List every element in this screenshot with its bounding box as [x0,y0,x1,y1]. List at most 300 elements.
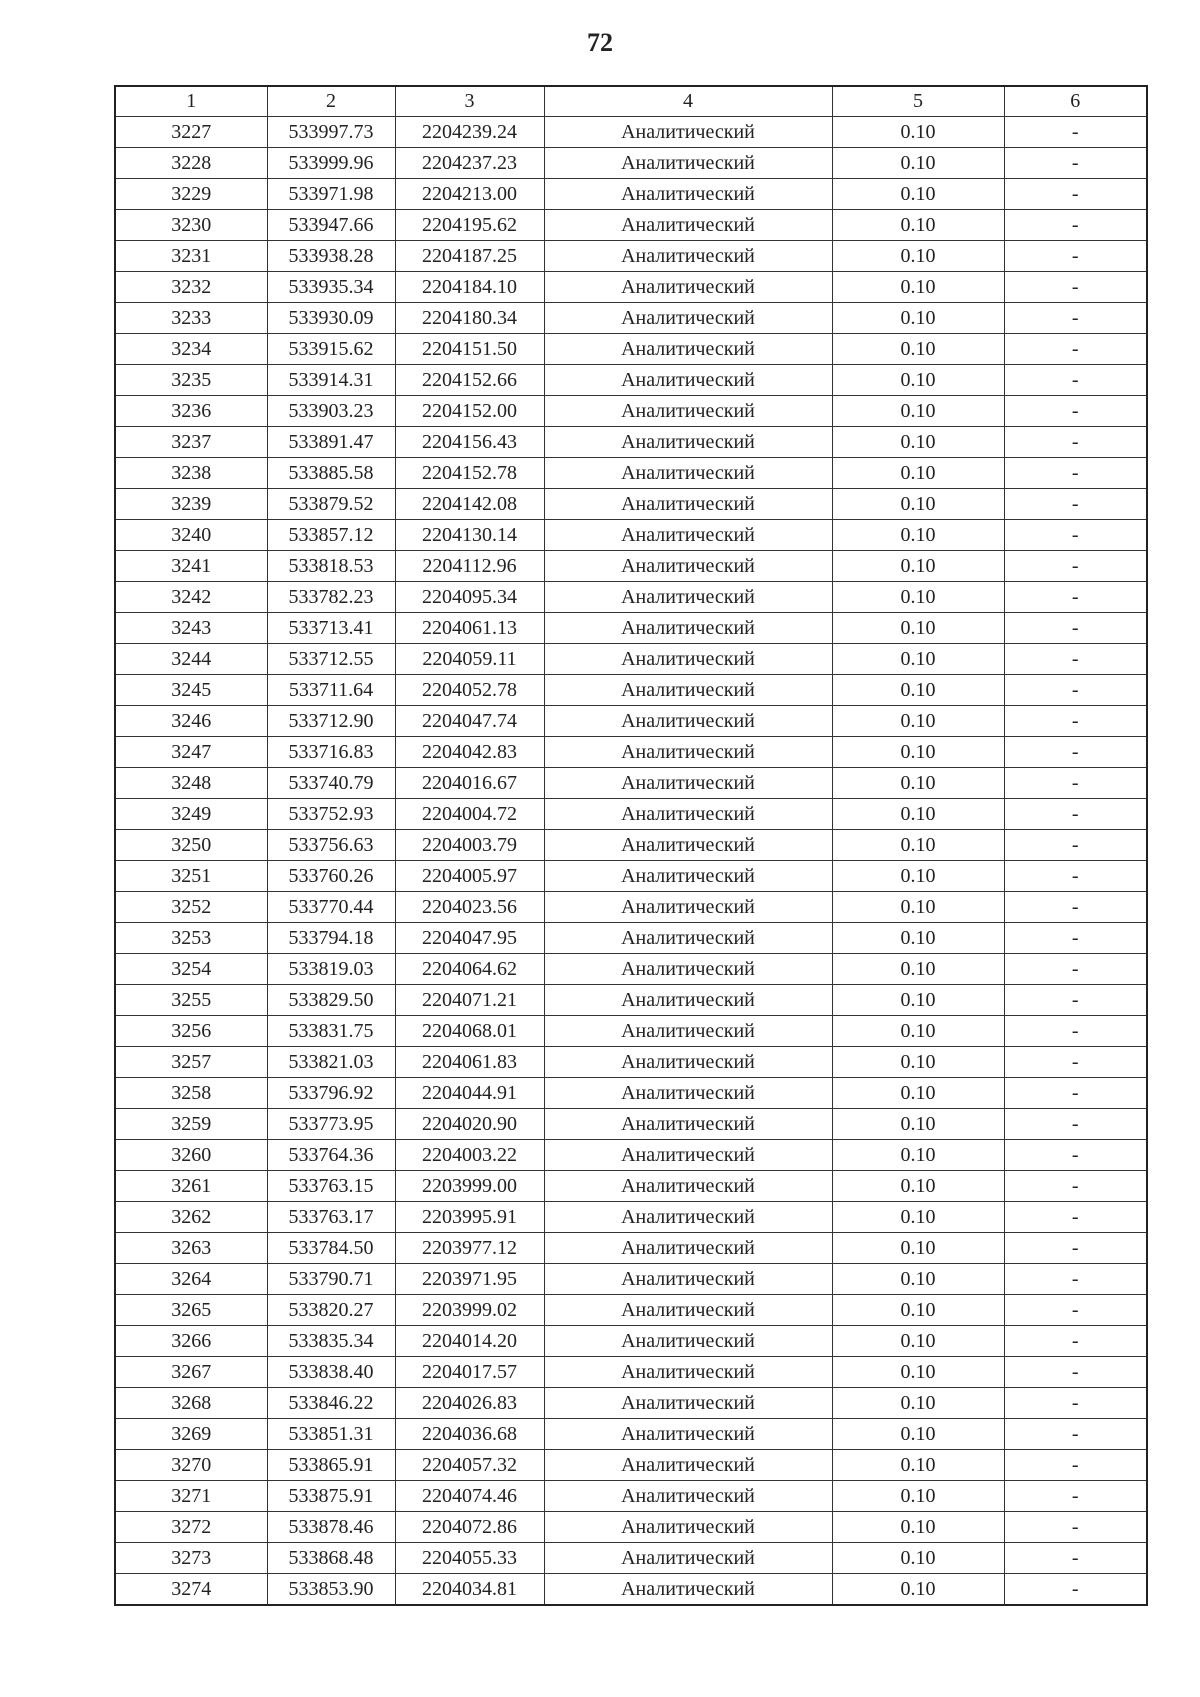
table-row [115,1419,1147,1450]
method-cell: Аналитический [544,427,832,458]
note-cell: - [1004,396,1147,427]
accuracy-cell: 0.10 [832,1078,1004,1109]
y-coordinate-cell: 2203971.95 [395,1264,544,1295]
accuracy-cell: 0.10 [832,1450,1004,1481]
x-coordinate-cell: 533752.93 [267,799,395,830]
accuracy-cell: 0.10 [832,1481,1004,1512]
method-cell: Аналитический [544,1481,832,1512]
note-cell: - [1004,303,1147,334]
accuracy-cell: 0.10 [832,241,1004,272]
table-row [115,1543,1147,1574]
accuracy-cell: 0.10 [832,489,1004,520]
point-number-cell: 3234 [115,334,267,365]
table-row [115,334,1147,365]
table-row [115,1450,1147,1481]
method-cell: Аналитический [544,1543,832,1574]
point-number-cell: 3243 [115,613,267,644]
table-row [115,706,1147,737]
note-cell: - [1004,272,1147,303]
note-cell: - [1004,1016,1147,1047]
x-coordinate-cell: 533712.55 [267,644,395,675]
note-cell: - [1004,1233,1147,1264]
x-coordinate-cell: 533831.75 [267,1016,395,1047]
accuracy-cell: 0.10 [832,1171,1004,1202]
table-row [115,117,1147,148]
method-cell: Аналитический [544,241,832,272]
table-row [115,272,1147,303]
point-number-cell: 3250 [115,830,267,861]
note-cell: - [1004,613,1147,644]
accuracy-cell: 0.10 [832,1140,1004,1171]
y-coordinate-cell: 2204072.86 [395,1512,544,1543]
accuracy-cell: 0.10 [832,1109,1004,1140]
x-coordinate-cell: 533865.91 [267,1450,395,1481]
note-cell: - [1004,1543,1147,1574]
method-cell: Аналитический [544,799,832,830]
x-coordinate-cell: 533712.90 [267,706,395,737]
point-number-cell: 3242 [115,582,267,613]
note-cell: - [1004,830,1147,861]
note-cell: - [1004,458,1147,489]
method-cell: Аналитический [544,396,832,427]
table-row [115,210,1147,241]
table-row [115,737,1147,768]
method-cell: Аналитический [544,675,832,706]
method-cell: Аналитический [544,1109,832,1140]
method-cell: Аналитический [544,1388,832,1419]
y-coordinate-cell: 2204055.33 [395,1543,544,1574]
x-coordinate-cell: 533857.12 [267,520,395,551]
method-cell: Аналитический [544,706,832,737]
note-cell: - [1004,1419,1147,1450]
y-coordinate-cell: 2204061.13 [395,613,544,644]
accuracy-cell: 0.10 [832,1264,1004,1295]
table-header-row [115,86,1147,117]
point-number-cell: 3254 [115,954,267,985]
note-cell: - [1004,923,1147,954]
y-coordinate-cell: 2204047.74 [395,706,544,737]
column-header: 5 [832,86,1004,117]
method-cell: Аналитический [544,272,832,303]
note-cell: - [1004,1140,1147,1171]
accuracy-cell: 0.10 [832,303,1004,334]
method-cell: Аналитический [544,551,832,582]
point-number-cell: 3270 [115,1450,267,1481]
y-coordinate-cell: 2204068.01 [395,1016,544,1047]
method-cell: Аналитический [544,1574,832,1606]
x-coordinate-cell: 533740.79 [267,768,395,799]
accuracy-cell: 0.10 [832,613,1004,644]
y-coordinate-cell: 2204059.11 [395,644,544,675]
note-cell: - [1004,1481,1147,1512]
accuracy-cell: 0.10 [832,1047,1004,1078]
column-header: 3 [395,86,544,117]
method-cell: Аналитический [544,1512,832,1543]
column-header: 1 [115,86,267,117]
method-cell: Аналитический [544,1264,832,1295]
table-row [115,1109,1147,1140]
accuracy-cell: 0.10 [832,148,1004,179]
method-cell: Аналитический [544,210,832,241]
note-cell: - [1004,117,1147,148]
note-cell: - [1004,1450,1147,1481]
y-coordinate-cell: 2204016.67 [395,768,544,799]
y-coordinate-cell: 2204152.78 [395,458,544,489]
method-cell: Аналитический [544,830,832,861]
accuracy-cell: 0.10 [832,334,1004,365]
x-coordinate-cell: 533819.03 [267,954,395,985]
x-coordinate-cell: 533773.95 [267,1109,395,1140]
y-coordinate-cell: 2204152.66 [395,365,544,396]
x-coordinate-cell: 533853.90 [267,1574,395,1606]
point-number-cell: 3238 [115,458,267,489]
note-cell: - [1004,520,1147,551]
y-coordinate-cell: 2204047.95 [395,923,544,954]
point-number-cell: 3267 [115,1357,267,1388]
x-coordinate-cell: 533820.27 [267,1295,395,1326]
accuracy-cell: 0.10 [832,117,1004,148]
point-number-cell: 3257 [115,1047,267,1078]
point-number-cell: 3245 [115,675,267,706]
note-cell: - [1004,1171,1147,1202]
point-number-cell: 3251 [115,861,267,892]
x-coordinate-cell: 533763.15 [267,1171,395,1202]
accuracy-cell: 0.10 [832,644,1004,675]
table-row [115,923,1147,954]
point-number-cell: 3260 [115,1140,267,1171]
table-body [115,117,1147,1606]
point-number-cell: 3244 [115,644,267,675]
note-cell: - [1004,1574,1147,1606]
accuracy-cell: 0.10 [832,458,1004,489]
y-coordinate-cell: 2204023.56 [395,892,544,923]
y-coordinate-cell: 2203995.91 [395,1202,544,1233]
method-cell: Аналитический [544,148,832,179]
note-cell: - [1004,861,1147,892]
y-coordinate-cell: 2204071.21 [395,985,544,1016]
note-cell: - [1004,985,1147,1016]
note-cell: - [1004,1357,1147,1388]
table-row [115,582,1147,613]
note-cell: - [1004,489,1147,520]
accuracy-cell: 0.10 [832,179,1004,210]
method-cell: Аналитический [544,303,832,334]
note-cell: - [1004,365,1147,396]
accuracy-cell: 0.10 [832,1295,1004,1326]
y-coordinate-cell: 2204017.57 [395,1357,544,1388]
accuracy-cell: 0.10 [832,210,1004,241]
method-cell: Аналитический [544,365,832,396]
table-row [115,954,1147,985]
y-coordinate-cell: 2203999.00 [395,1171,544,1202]
x-coordinate-cell: 533818.53 [267,551,395,582]
x-coordinate-cell: 533914.31 [267,365,395,396]
y-coordinate-cell: 2204152.00 [395,396,544,427]
point-number-cell: 3235 [115,365,267,396]
x-coordinate-cell: 533794.18 [267,923,395,954]
y-coordinate-cell: 2204014.20 [395,1326,544,1357]
table-row [115,675,1147,706]
note-cell: - [1004,582,1147,613]
y-coordinate-cell: 2204034.81 [395,1574,544,1606]
x-coordinate-cell: 533763.17 [267,1202,395,1233]
point-number-cell: 3249 [115,799,267,830]
accuracy-cell: 0.10 [832,272,1004,303]
table-row [115,1512,1147,1543]
point-number-cell: 3255 [115,985,267,1016]
accuracy-cell: 0.10 [832,985,1004,1016]
method-cell: Аналитический [544,1326,832,1357]
note-cell: - [1004,675,1147,706]
method-cell: Аналитический [544,1171,832,1202]
method-cell: Аналитический [544,117,832,148]
point-number-cell: 3261 [115,1171,267,1202]
method-cell: Аналитический [544,1450,832,1481]
accuracy-cell: 0.10 [832,427,1004,458]
y-coordinate-cell: 2204057.32 [395,1450,544,1481]
method-cell: Аналитический [544,1233,832,1264]
x-coordinate-cell: 533835.34 [267,1326,395,1357]
table-row [115,892,1147,923]
accuracy-cell: 0.10 [832,892,1004,923]
y-coordinate-cell: 2204003.22 [395,1140,544,1171]
x-coordinate-cell: 533846.22 [267,1388,395,1419]
point-number-cell: 3263 [115,1233,267,1264]
point-number-cell: 3256 [115,1016,267,1047]
x-coordinate-cell: 533997.73 [267,117,395,148]
accuracy-cell: 0.10 [832,768,1004,799]
y-coordinate-cell: 2204156.43 [395,427,544,458]
note-cell: - [1004,799,1147,830]
note-cell: - [1004,768,1147,799]
method-cell: Аналитический [544,1202,832,1233]
x-coordinate-cell: 533821.03 [267,1047,395,1078]
x-coordinate-cell: 533764.36 [267,1140,395,1171]
x-coordinate-cell: 533838.40 [267,1357,395,1388]
table-row [115,1202,1147,1233]
method-cell: Аналитический [544,923,832,954]
point-number-cell: 3239 [115,489,267,520]
method-cell: Аналитический [544,768,832,799]
note-cell: - [1004,1078,1147,1109]
x-coordinate-cell: 533851.31 [267,1419,395,1450]
y-coordinate-cell: 2204180.34 [395,303,544,334]
y-coordinate-cell: 2204003.79 [395,830,544,861]
point-number-cell: 3229 [115,179,267,210]
note-cell: - [1004,1264,1147,1295]
x-coordinate-cell: 533903.23 [267,396,395,427]
point-number-cell: 3230 [115,210,267,241]
table-row [115,1295,1147,1326]
note-cell: - [1004,148,1147,179]
accuracy-cell: 0.10 [832,365,1004,396]
point-number-cell: 3248 [115,768,267,799]
note-cell: - [1004,644,1147,675]
accuracy-cell: 0.10 [832,923,1004,954]
accuracy-cell: 0.10 [832,551,1004,582]
note-cell: - [1004,954,1147,985]
table-row [115,303,1147,334]
accuracy-cell: 0.10 [832,1574,1004,1606]
accuracy-cell: 0.10 [832,954,1004,985]
table-row [115,644,1147,675]
accuracy-cell: 0.10 [832,1202,1004,1233]
x-coordinate-cell: 533790.71 [267,1264,395,1295]
accuracy-cell: 0.10 [832,1233,1004,1264]
y-coordinate-cell: 2204042.83 [395,737,544,768]
table-row [115,1171,1147,1202]
y-coordinate-cell: 2204142.08 [395,489,544,520]
x-coordinate-cell: 533770.44 [267,892,395,923]
method-cell: Аналитический [544,458,832,489]
point-number-cell: 3252 [115,892,267,923]
x-coordinate-cell: 533999.96 [267,148,395,179]
accuracy-cell: 0.10 [832,1419,1004,1450]
note-cell: - [1004,241,1147,272]
note-cell: - [1004,1388,1147,1419]
x-coordinate-cell: 533878.46 [267,1512,395,1543]
note-cell: - [1004,1512,1147,1543]
point-number-cell: 3259 [115,1109,267,1140]
point-number-cell: 3228 [115,148,267,179]
table-row [115,551,1147,582]
table-row [115,179,1147,210]
note-cell: - [1004,1109,1147,1140]
note-cell: - [1004,334,1147,365]
y-coordinate-cell: 2204095.34 [395,582,544,613]
point-number-cell: 3232 [115,272,267,303]
point-number-cell: 3271 [115,1481,267,1512]
accuracy-cell: 0.10 [832,1512,1004,1543]
point-number-cell: 3227 [115,117,267,148]
y-coordinate-cell: 2204044.91 [395,1078,544,1109]
y-coordinate-cell: 2204064.62 [395,954,544,985]
page-number: 72 [587,28,613,57]
accuracy-cell: 0.10 [832,675,1004,706]
x-coordinate-cell: 533796.92 [267,1078,395,1109]
note-cell: - [1004,551,1147,582]
y-coordinate-cell: 2204130.14 [395,520,544,551]
y-coordinate-cell: 2203999.02 [395,1295,544,1326]
accuracy-cell: 0.10 [832,799,1004,830]
method-cell: Аналитический [544,1419,832,1450]
y-coordinate-cell: 2204061.83 [395,1047,544,1078]
method-cell: Аналитический [544,861,832,892]
note-cell: - [1004,1326,1147,1357]
x-coordinate-cell: 533885.58 [267,458,395,489]
table-row [115,985,1147,1016]
method-cell: Аналитический [544,520,832,551]
table-row [115,1481,1147,1512]
x-coordinate-cell: 533711.64 [267,675,395,706]
table-row [115,1388,1147,1419]
point-number-cell: 3264 [115,1264,267,1295]
x-coordinate-cell: 533935.34 [267,272,395,303]
accuracy-cell: 0.10 [832,582,1004,613]
point-number-cell: 3265 [115,1295,267,1326]
x-coordinate-cell: 533930.09 [267,303,395,334]
point-number-cell: 3266 [115,1326,267,1357]
x-coordinate-cell: 533875.91 [267,1481,395,1512]
note-cell: - [1004,210,1147,241]
note-cell: - [1004,427,1147,458]
table-row [115,458,1147,489]
note-cell: - [1004,179,1147,210]
table-row [115,799,1147,830]
table-row [115,830,1147,861]
y-coordinate-cell: 2204239.24 [395,117,544,148]
x-coordinate-cell: 533915.62 [267,334,395,365]
table-row [115,520,1147,551]
accuracy-cell: 0.10 [832,737,1004,768]
note-cell: - [1004,1202,1147,1233]
point-number-cell: 3231 [115,241,267,272]
x-coordinate-cell: 533782.23 [267,582,395,613]
point-number-cell: 3237 [115,427,267,458]
y-coordinate-cell: 2204005.97 [395,861,544,892]
accuracy-cell: 0.10 [832,1543,1004,1574]
point-number-cell: 3246 [115,706,267,737]
point-number-cell: 3262 [115,1202,267,1233]
accuracy-cell: 0.10 [832,396,1004,427]
table-row [115,1574,1147,1606]
x-coordinate-cell: 533891.47 [267,427,395,458]
y-coordinate-cell: 2204004.72 [395,799,544,830]
table-row [115,1264,1147,1295]
method-cell: Аналитический [544,582,832,613]
method-cell: Аналитический [544,985,832,1016]
x-coordinate-cell: 533879.52 [267,489,395,520]
method-cell: Аналитический [544,334,832,365]
x-coordinate-cell: 533868.48 [267,1543,395,1574]
method-cell: Аналитический [544,489,832,520]
x-coordinate-cell: 533713.41 [267,613,395,644]
point-number-cell: 3233 [115,303,267,334]
table-row [115,427,1147,458]
method-cell: Аналитический [544,1295,832,1326]
method-cell: Аналитический [544,613,832,644]
point-number-cell: 3268 [115,1388,267,1419]
x-coordinate-cell: 533971.98 [267,179,395,210]
point-number-cell: 3247 [115,737,267,768]
coordinates-table [114,85,1148,1606]
method-cell: Аналитический [544,644,832,675]
table-row [115,861,1147,892]
table-row [115,148,1147,179]
accuracy-cell: 0.10 [832,1388,1004,1419]
method-cell: Аналитический [544,1140,832,1171]
accuracy-cell: 0.10 [832,520,1004,551]
table-row [115,768,1147,799]
x-coordinate-cell: 533760.26 [267,861,395,892]
method-cell: Аналитический [544,1016,832,1047]
point-number-cell: 3236 [115,396,267,427]
y-coordinate-cell: 2204151.50 [395,334,544,365]
note-cell: - [1004,1295,1147,1326]
accuracy-cell: 0.10 [832,830,1004,861]
method-cell: Аналитический [544,1078,832,1109]
note-cell: - [1004,1047,1147,1078]
table-row [115,1140,1147,1171]
y-coordinate-cell: 2204020.90 [395,1109,544,1140]
x-coordinate-cell: 533938.28 [267,241,395,272]
table-row [115,1326,1147,1357]
table-row [115,1233,1147,1264]
table-row [115,1078,1147,1109]
y-coordinate-cell: 2204237.23 [395,148,544,179]
column-header: 6 [1004,86,1147,117]
note-cell: - [1004,737,1147,768]
